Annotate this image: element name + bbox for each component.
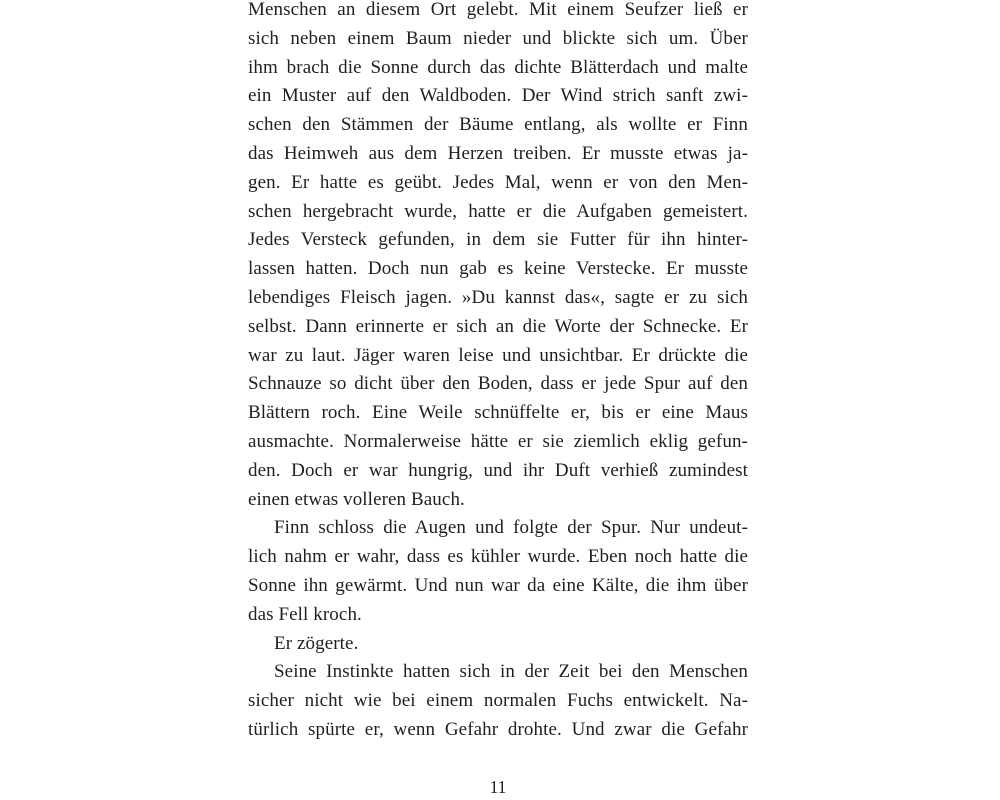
- text-line: das Fell kroch.: [248, 603, 362, 625]
- text-line: Er zögerte.: [274, 632, 359, 654]
- text-line: Finn schloss die Augen und folgte der Spur. Nur undeut-: [274, 517, 748, 539]
- text-line: schen hergebracht wurde, hatte er die Aufgaben gemeistert.: [248, 200, 748, 222]
- text-line: einen etwas volleren Bauch.: [248, 488, 465, 510]
- paragraph: [248, 658, 748, 744]
- paragraph: [248, 0, 748, 514]
- text-line: schen den Stämmen der Bäume entlang, als wollte er Finn: [248, 114, 748, 136]
- text-line: das Heimweh aus dem Herzen treiben. Er musste etwas ja-: [248, 142, 748, 164]
- text-line: sicher nicht wie bei einem normalen Fuchs entwickelt. Na-: [248, 690, 748, 712]
- page-text: [248, 0, 748, 745]
- text-line: ein Muster auf den Waldboden. Der Wind strich sanft zwi-: [248, 85, 748, 107]
- text-line: sich neben einem Baum nieder und blickte sich um. Über: [248, 27, 748, 49]
- text-line: Blättern roch. Eine Weile schnüffelte er, bis er eine Maus: [248, 402, 748, 424]
- text-line: den. Doch er war hungrig, und ihr Duft verhieß zumindest: [248, 459, 748, 481]
- paragraph: [248, 514, 748, 629]
- text-line: türlich spürte er, wenn Gefahr drohte. Und zwar die Gefahr: [248, 718, 748, 740]
- page-number: 11: [489, 777, 507, 797]
- text-line: Menschen an diesem Ort gelebt. Mit einem Seufzer ließ er: [248, 0, 748, 20]
- text-line: Jedes Versteck gefunden, in dem sie Futter für ihn hinter-: [248, 229, 748, 251]
- text-line: gen. Er hatte es geübt. Jedes Mal, wenn er von den Men-: [248, 171, 748, 193]
- text-line: Seine Instinkte hatten sich in der Zeit bei den Menschen: [274, 661, 748, 683]
- text-line: war zu laut. Jäger waren leise und unsichtbar. Er drückte die: [248, 344, 748, 366]
- text-line: lich nahm er wahr, dass es kühler wurde. Eben noch hatte die: [248, 546, 748, 568]
- text-line: ihm brach die Sonne durch das dichte Blätterdach und malte: [248, 56, 748, 78]
- text-line: selbst. Dann erinnerte er sich an die Worte der Schnecke. Er: [248, 315, 748, 337]
- text-line: ausmachte. Normalerweise hätte er sie ziemlich eklig gefun-: [248, 430, 748, 452]
- text-line: Sonne ihn gewärmt. Und nun war da eine Kälte, die ihm über: [248, 574, 748, 596]
- paragraph: [248, 630, 748, 659]
- text-line: Schnauze so dicht über den Boden, dass er jede Spur auf den: [248, 373, 748, 395]
- text-line: lebendiges Fleisch jagen. »Du kannst das«, sagte er zu sich: [248, 286, 748, 308]
- text-line: lassen hatten. Doch nun gab es keine Verstecke. Er musste: [248, 258, 748, 280]
